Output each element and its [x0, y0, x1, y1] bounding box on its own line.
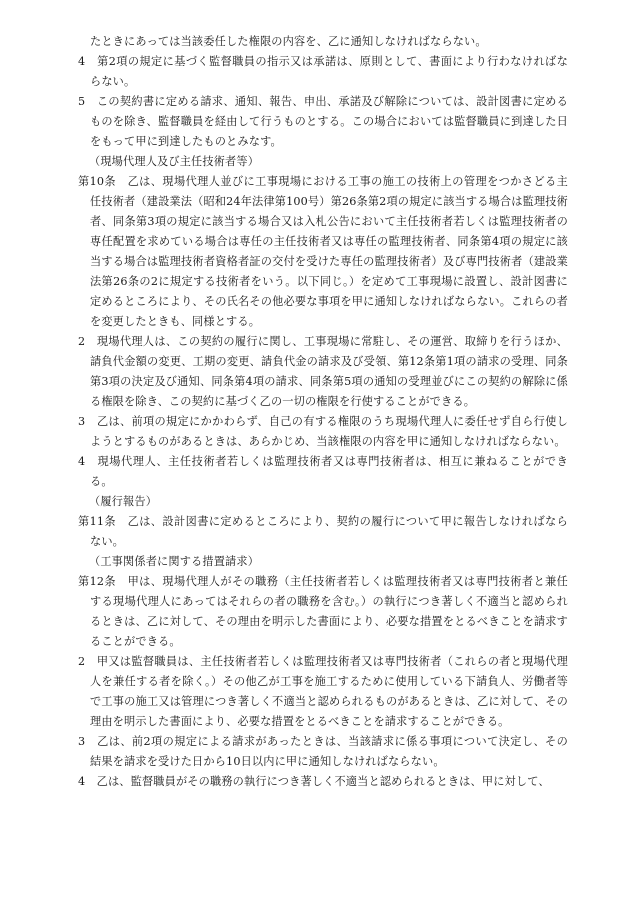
article-10-paragraph-4: 4 現場代理人、主任技術者若しくは監理技術者又は専門技術者は、相互に兼ねることができる。 — [78, 455, 568, 488]
article-10-paragraph-3: 3 乙は、前項の規定にかかわらず、自己の有する権限のうち現場代理人に委任せず自ら行使しようとするものがあるときは、あらかじめ、当該権限の内容を甲に通知しなければならない。 — [78, 415, 568, 448]
article-9-paragraph-5: 5 この契約書に定める請求、通知、報告、申出、承諾及び解除については、設計図書に定めるものを除き、監督職員を経由して行うものとする。この場合においては監督職員に到達した日をもって甲に到達したものとみなす。 — [78, 95, 568, 148]
article-12-paragraph-4: 4 乙は、監督職員がその職務の執行につき著しく不適当と認められるときは、甲に対して、 — [78, 775, 550, 788]
article-12-paragraph-2: 2 甲又は監督職員は、主任技術者若しくは監理技術者又は専門技術者（これらの者と現場代理人を兼任する者を除く。）その他乙が工事を施工するために使用している下請負人、労働者等で工事の施工又は管理につき著しく不適当と認められるものがあるときは、乙に対して、その理由を明示した書面により、必要な措置をとるべきことを請求することができる。 — [78, 655, 568, 728]
article-12-heading: （工事関係者に関する措置請求） — [89, 555, 260, 568]
document-page — [78, 32, 568, 792]
article-11-heading: （履行報告） — [89, 495, 158, 508]
article-10-paragraph-2: 2 現場代理人は、この契約の履行に関し、工事現場に常駐し、その運営、取締りを行うほか、請負代金額の変更、工期の変更、請負代金の請求及び受領、第12条第1項の請求の受理、同条第3項の決定及び通知、同条第4項の請求、同条第5項の通知の受理並びにこの契約の解除に係る権限を除き、この契約に基づく乙の一切の権限を行使することができる。 — [78, 335, 568, 408]
article-10-paragraph-1: 第10条 乙は、現場代理人並びに工事現場における工事の施工の技術上の管理をつかさどる主任技術者（建設業法（昭和24年法律第100号）第26条第2項の規定に該当する場合は監理技術者、同条第3項の規定に該当する場合又は入札公告において主任技術者若しくは監理技術者の専任配置を求めている場合は専任の主任技術者又は専任の監理技術者、同条第4項の規定に該当する場合は監理技術者資格者証の交付を受けた専任の監理技術者）及び専門技術者（建設業法第26条の2に規定する技術者をいう。以下同じ。）を定めて工事現場に設置し、設計図書に定めるところにより、その氏名その他必要な事項を甲に通知しなければならない。これらの者を変更したときも、同様とする。 — [78, 175, 568, 328]
continuation-paragraph: たときにあっては当該委任した権限の内容を、乙に通知しなければならない。 — [90, 35, 487, 48]
article-12-paragraph-3: 3 乙は、前2項の規定による請求があったときは、当該請求に係る事項について決定し、その結果を請求を受けた日から10日以内に甲に通知しなければならない。 — [78, 735, 568, 768]
article-11-paragraph-1: 第11条 乙は、設計図書に定めるところにより、契約の履行について甲に報告しなければならない。 — [78, 515, 568, 548]
article-12-paragraph-1: 第12条 甲は、現場代理人がその職務（主任技術者若しくは監理技術者又は専門技術者と兼任する現場代理人にあってはそれらの者の職務を含む。）の執行につき著しく不適当と認められるときは、乙に対して、その理由を明示した書面により、必要な措置をとるべきことを請求することができる。 — [78, 575, 568, 648]
article-10-heading: （現場代理人及び主任技術者等） — [89, 155, 260, 168]
article-9-paragraph-4: 4 第2項の規定に基づく監督職員の指示又は承諾は、原則として、書面により行わなければならない。 — [78, 55, 568, 88]
